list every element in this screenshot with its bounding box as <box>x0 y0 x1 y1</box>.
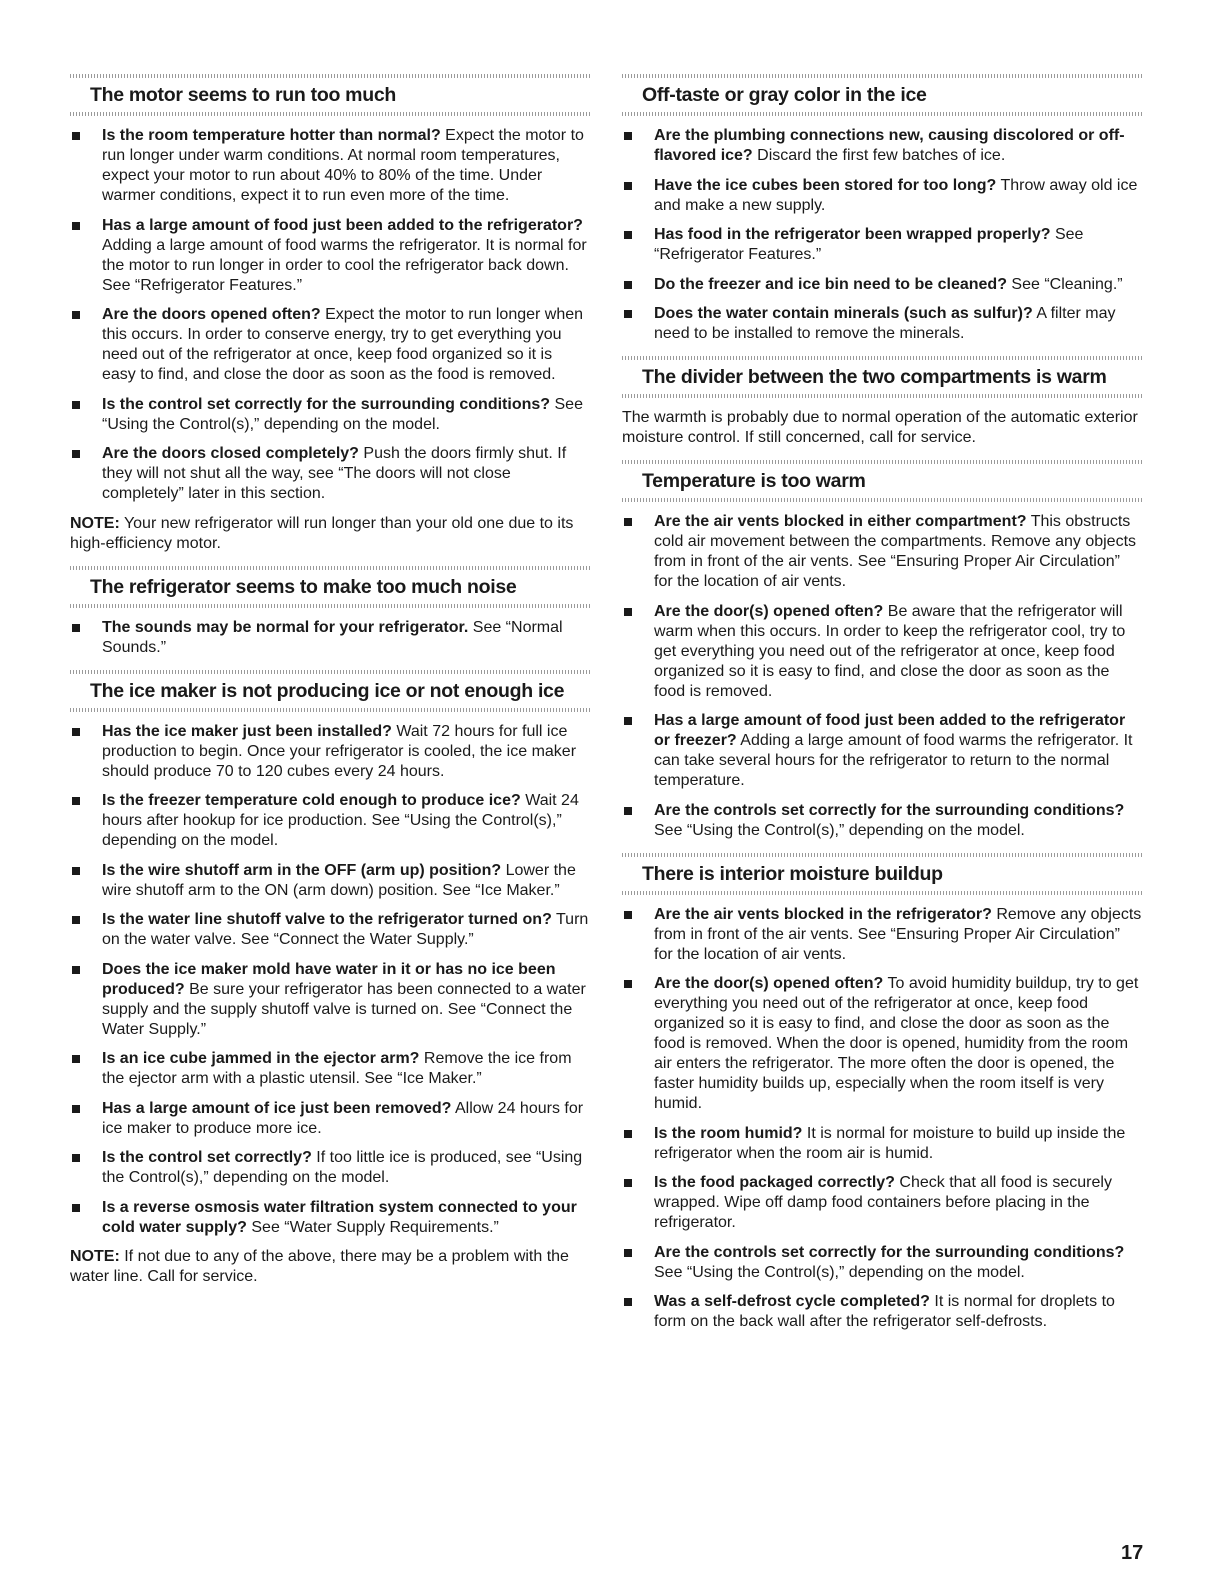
item-answer: Expect the motor to run longer under warm conditions. At normal room temperatures, expect your motor to run about 40% to 80% of the time. Under warmer conditions, expect it to run even more of the time. <box>102 127 584 204</box>
note-label: NOTE: <box>70 514 120 532</box>
item-question: Does the water contain minerals (such as sulfur)? <box>654 305 1033 322</box>
troubleshoot-list <box>622 905 1142 1333</box>
list-item <box>70 444 590 504</box>
item-answer: Check that all food is securely wrapped. Wipe off damp food containers before placing in the refrigerator. <box>654 1174 1112 1231</box>
troubleshoot-list <box>622 512 1142 841</box>
item-answer: See “Using the Control(s),” depending on the model. <box>654 1263 1025 1281</box>
note-text: Your new refrigerator will run longer than your old one due to its high-efficiency motor. <box>70 514 574 552</box>
item-question: Are the air vents blocked in the refrigerator? <box>654 905 992 923</box>
item-question: Is the control set correctly for the surrounding conditions? <box>102 395 551 413</box>
item-answer: See “Refrigerator Features.” <box>654 226 1084 263</box>
item-question: Has the ice maker just been installed? <box>102 722 392 740</box>
list-item <box>622 275 1142 295</box>
item-answer: Turn on the water valve. See “Connect the Water Supply.” <box>102 911 589 948</box>
list-item <box>622 711 1142 791</box>
item-question: Is the food packaged correctly? <box>654 1174 895 1191</box>
list-item <box>70 722 590 782</box>
item-answer: Remove any objects from in front of the air vents. See “Ensuring Proper Air Circulation” for the location of air vents. <box>654 905 1142 963</box>
note-text: If not due to any of the above, there may be a problem with the water line. Call for service. <box>70 1248 569 1285</box>
section-noise <box>70 566 590 658</box>
item-question: Has a large amount of ice just been removed? <box>102 1099 452 1117</box>
item-question: Are the controls set correctly for the surrounding conditions? <box>654 1243 1125 1261</box>
item-answer: Lower the wire shutoff arm to the ON (arm down) position. See “Ice Maker.” <box>102 861 576 899</box>
list-item <box>622 225 1142 265</box>
note-label: NOTE: <box>70 1248 120 1265</box>
section-title: The refrigerator seems to make too much noise <box>70 566 590 608</box>
item-answer: Adding a large amount of food warms the refrigerator. It is normal for the motor to run longer in order to cool the refrigerator back down. See “Refrigerator Features.” <box>102 236 587 294</box>
section-title: There is interior moisture buildup <box>622 853 1142 895</box>
section-moisture <box>622 853 1142 1333</box>
item-answer: It is normal for droplets to form on the back wall after the refrigerator self-defrosts. <box>654 1293 1115 1330</box>
right-column <box>622 74 1142 1344</box>
list-item <box>622 1124 1142 1164</box>
item-question: Is the control set correctly? <box>102 1149 312 1166</box>
item-question: Has a large amount of food just been added to the refrigerator? <box>102 216 583 234</box>
item-question: Are the plumbing connections new, causing discolored or off-flavored ice? <box>654 127 1125 164</box>
item-answer: If too little ice is produced, see “Using the Control(s),” depending on the model. <box>102 1149 583 1186</box>
section-title: Off-taste or gray color in the ice <box>622 74 1142 116</box>
item-question: Have the ice cubes been stored for too long? <box>654 176 997 194</box>
section-icemaker <box>70 670 590 1288</box>
item-answer: This obstructs cold air movement between the compartments. Remove any objects from in front of the air vents. See “Ensuring Proper Air Circulation” for the location of air vents. <box>654 513 1137 590</box>
note <box>70 1247 590 1287</box>
item-question: Is the water line shutoff valve to the refrigerator turned on? <box>102 911 552 928</box>
list-item <box>622 1243 1142 1283</box>
item-question: Do the freezer and ice bin need to be cleaned? <box>654 275 1007 293</box>
list-item <box>70 1148 590 1188</box>
item-answer: Remove the ice from the ejector arm with a plastic utensil. See “Ice Maker.” <box>102 1050 572 1087</box>
list-item <box>70 126 590 206</box>
section-title: The divider between the two compartments is warm <box>622 356 1142 398</box>
list-item <box>70 1198 590 1238</box>
item-question: Are the controls set correctly for the surrounding conditions? <box>654 801 1125 819</box>
item-answer: Allow 24 hours for ice maker to produce more ice. <box>102 1099 584 1137</box>
list-item <box>70 305 590 385</box>
item-answer: See “Cleaning.” <box>1011 275 1123 293</box>
item-question: Are the door(s) opened often? <box>654 602 884 620</box>
section-warm <box>622 460 1142 841</box>
list-item <box>622 126 1142 166</box>
page-number: 17 <box>1121 1542 1144 1564</box>
list-item <box>622 905 1142 965</box>
section-text: The warmth is probably due to normal operation of the automatic exterior moisture control. If still concerned, call for service. <box>622 409 1138 446</box>
section-divider <box>622 356 1142 448</box>
item-answer: See “Water Supply Requirements.” <box>251 1218 499 1236</box>
list-item <box>622 801 1142 841</box>
item-question: Is the freezer temperature cold enough to produce ice? <box>102 792 521 809</box>
item-answer: Adding a large amount of food warms the refrigerator. It can take several hours for the refrigerator to return to the normal temperature. <box>654 732 1133 789</box>
item-answer: A filter may need to be installed to remove the minerals. <box>654 305 1116 342</box>
list-item <box>70 791 590 851</box>
list-item <box>70 216 590 296</box>
list-item <box>70 910 590 950</box>
item-question: Does the ice maker mold have water in it or has no ice been produced? <box>102 960 556 998</box>
item-answer: Discard the first few batches of ice. <box>757 147 1006 164</box>
list-item <box>622 304 1142 344</box>
item-question: Are the door(s) opened often? <box>654 975 884 992</box>
item-answer: See “Using the Control(s),” depending on the model. <box>102 395 583 433</box>
section-title: The ice maker is not producing ice or not enough ice <box>70 670 590 712</box>
list-item <box>70 618 590 658</box>
note <box>70 514 590 554</box>
troubleshoot-list <box>70 618 590 658</box>
item-answer: Be aware that the refrigerator will warm when this occurs. In order to keep the refrigerator cool, try to get everything you need out of the refrigerator at once, keep food organized so it is easy to find, and close the door as soon as the food is removed. <box>654 602 1126 700</box>
item-answer: Push the doors firmly shut. If they will not shut all the way, see “The doors will not close completely” later in this section. <box>102 445 567 502</box>
item-question: Is the room temperature hotter than normal? <box>102 127 441 144</box>
item-answer: Wait 24 hours after hookup for ice production. See “Using the Control(s),” depending on the model. <box>102 792 579 849</box>
item-question: Has a large amount of food just been added to the refrigerator or freezer? <box>654 712 1126 749</box>
list-item <box>70 395 590 435</box>
list-item <box>622 602 1142 702</box>
troubleshoot-list <box>622 126 1142 344</box>
item-question: Has food in the refrigerator been wrapped properly? <box>654 226 1051 243</box>
section-title: Temperature is too warm <box>622 460 1142 502</box>
item-answer: It is normal for moisture to build up inside the refrigerator when the room air is humid. <box>654 1124 1126 1162</box>
list-item <box>70 861 590 901</box>
item-question: Is an ice cube jammed in the ejector arm? <box>102 1050 420 1067</box>
item-answer: Throw away old ice and make a new supply. <box>654 176 1138 214</box>
list-item <box>622 176 1142 216</box>
item-answer: To avoid humidity buildup, try to get everything you need out of the refrigerator at once, keep food organized so it is easy to find, and close the door as soon as the food is removed. When the door is opened, humidity from the room air enters the refrigerator. The more often the door is opened, the faster humidity builds up, especially when the room itself is very humid. <box>654 975 1139 1112</box>
item-question: Is a reverse osmosis water filtration system connected to your cold water supply? <box>102 1198 577 1236</box>
list-item <box>622 1173 1142 1233</box>
item-answer: See “Normal Sounds.” <box>102 618 563 656</box>
item-question: Are the doors closed completely? <box>102 445 359 462</box>
troubleshoot-list <box>70 126 590 504</box>
list-item <box>70 1049 590 1089</box>
item-answer: Expect the motor to run longer when this occurs. In order to conserve energy, try to get everything you need out of the refrigerator at once, keep food organized so it is easy to find, and close the door as soon as the food is removed. <box>102 306 584 383</box>
list-item <box>622 512 1142 592</box>
section-motor <box>70 74 590 554</box>
list-item <box>622 1292 1142 1332</box>
item-question: Is the room humid? <box>654 1124 803 1142</box>
item-question: Are the air vents blocked in either compartment? <box>654 513 1027 530</box>
item-question: Was a self-defrost cycle completed? <box>654 1293 930 1310</box>
item-answer: See “Using the Control(s),” depending on the model. <box>654 821 1025 839</box>
list-item <box>622 974 1142 1114</box>
item-question: Are the doors opened often? <box>102 306 321 323</box>
section-offtaste <box>622 74 1142 344</box>
section-title: The motor seems to run too much <box>70 74 590 116</box>
item-answer: Wait 72 hours for full ice production to begin. Once your refrigerator is cooled, the ice maker should produce 70 to 120 cubes every 24 hours. <box>102 722 577 780</box>
left-column <box>70 74 590 1299</box>
list-item <box>70 960 590 1040</box>
item-question: The sounds may be normal for your refrigerator. <box>102 618 469 636</box>
item-question: Is the wire shutoff arm in the OFF (arm up) position? <box>102 861 502 879</box>
troubleshoot-list <box>70 722 590 1238</box>
list-item <box>70 1099 590 1139</box>
item-answer: Be sure your refrigerator has been connected to a water supply and the supply shutoff valve is turned on. See “Connect the Water Supply.” <box>102 980 586 1038</box>
